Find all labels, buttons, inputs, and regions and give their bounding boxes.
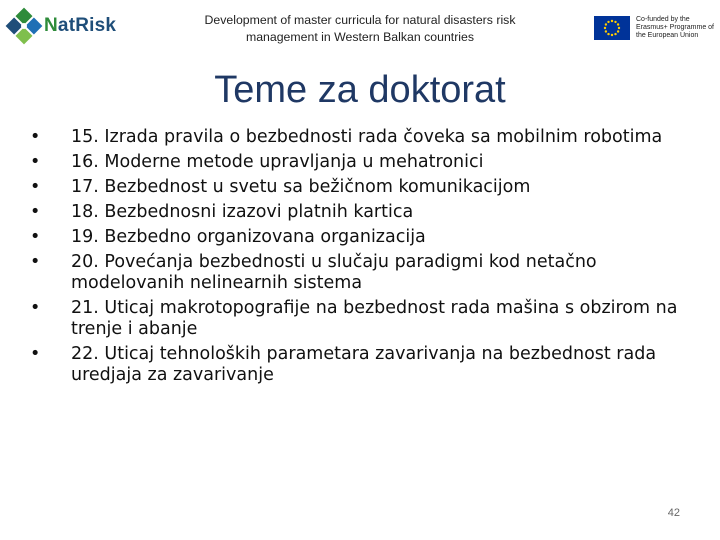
list-item-text: 22. Uticaj tehnoloških parametara zavarivanja na bezbednost rada uredjaja za zavarivanje [71,344,657,385]
list-item [30,344,690,386]
list-item [30,152,690,173]
bullet-icon: • [30,202,41,222]
logo-text-prefix: N [44,15,58,36]
list-item-text: 16. Moderne metode upravljanja u mehatronici [71,152,484,172]
eu-cofunded-text: Co-funded by the Erasmus+ Programme of the European Union [636,16,714,39]
list-item-text: 19. Bezbedno organizovana organizacija [71,227,426,247]
eu-flag-icon [594,16,630,40]
bullet-icon: • [30,227,41,247]
bullet-icon: • [30,127,41,147]
bullet-icon: • [30,298,41,318]
slide-title: Teme za doktorat [214,69,506,111]
bullet-icon: • [30,252,41,272]
bullet-icon: • [30,344,41,364]
natrisk-logo-text [44,15,116,37]
list-item-text: 17. Bezbednost u svetu sa bežičnom komunikacijom [71,177,531,197]
natrisk-logo [4,4,117,48]
page-number: 42 [667,507,680,519]
list-item [30,177,690,198]
list-item [30,298,690,340]
list-item [30,227,690,248]
bullet-icon: • [30,177,41,197]
bullet-icon: • [30,152,41,172]
list-item [30,202,690,223]
list-item-text: 15. Izrada pravila o bezbednosti rada čoveka sa mobilnim robotima [71,127,663,147]
project-header-text: Development of master curricula for natural disasters risk management in Western Balkan countries [204,13,516,44]
topic-list [30,127,690,390]
list-item-text: 21. Uticaj makrotopografije na bezbednost rada mašina s obzirom na trenje i abanje [71,298,678,339]
eu-cofunded-logo [594,16,714,40]
list-item [30,252,690,294]
logo-text-suffix: atRisk [57,15,117,36]
list-item-text: 18. Bezbednosni izazovi platnih kartica [71,202,414,222]
natrisk-logo-icon [4,4,44,48]
list-item [30,127,690,148]
list-item-text: 20. Povećanja bezbednosti u slučaju paradigmi kod netačno modelovanih nelinearnih sistema [71,252,597,293]
